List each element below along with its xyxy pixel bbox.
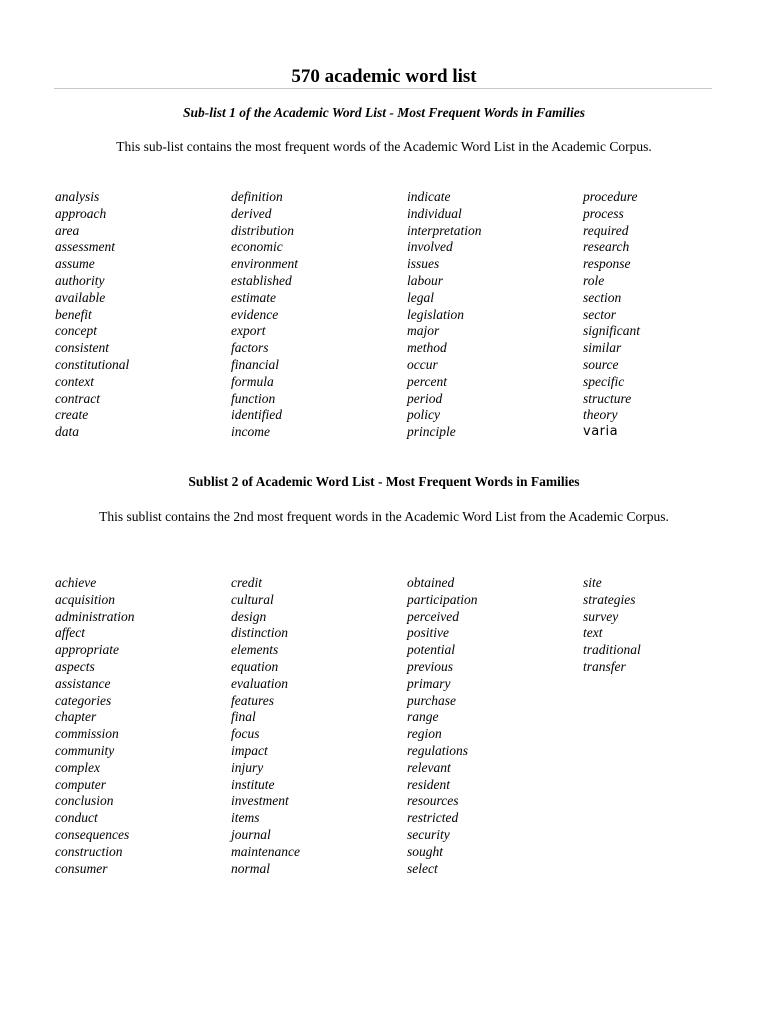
sublist2-heading: Sublist 2 of Academic Word List - Most Frequent Words in Families	[188, 474, 580, 489]
word-item: relevant	[407, 759, 451, 775]
word-item: chapter	[55, 709, 97, 725]
word-item: credit	[231, 575, 262, 590]
word-item: section	[583, 289, 622, 305]
sublist1-description: This sub-list contains the most frequent words of the Academic Word List in the Academic Corpus.	[116, 139, 652, 154]
word-item: institute	[231, 776, 275, 792]
word-item: appropriate	[55, 642, 119, 658]
word-item: design	[231, 608, 267, 624]
word-item: procedure	[583, 189, 638, 204]
word-item: legislation	[407, 306, 464, 322]
word-item: economic	[231, 239, 283, 255]
word-item: community	[55, 742, 115, 758]
word-item: identified	[231, 407, 282, 423]
word-item: theory	[583, 407, 618, 423]
word-item: participation	[407, 591, 478, 607]
word-item: complex	[55, 759, 100, 775]
word-item: financial	[231, 356, 279, 372]
word-item: benefit	[55, 306, 92, 322]
word-item: evidence	[231, 306, 279, 322]
word-item: conclusion	[55, 793, 114, 809]
word-item: response	[583, 256, 631, 272]
word-item: process	[583, 205, 624, 221]
word-item: structure	[583, 390, 632, 406]
word-item: research	[583, 239, 630, 255]
word-item: assessment	[55, 239, 115, 255]
word-item: achieve	[55, 575, 97, 590]
word-item: specific	[583, 373, 625, 389]
word-item: significant	[583, 323, 640, 339]
sublist2-column-1	[55, 575, 225, 877]
word-item: percent	[407, 373, 447, 389]
word-item: evaluation	[231, 675, 288, 691]
word-item: method	[407, 340, 447, 356]
word-item: distinction	[231, 625, 288, 641]
page-title: 570 academic word list	[291, 66, 477, 87]
word-item: restricted	[407, 810, 459, 826]
word-item: assume	[55, 256, 95, 272]
word-item: issues	[407, 256, 440, 272]
word-item: construction	[55, 843, 123, 859]
word-item: transfer	[583, 658, 626, 674]
word-item: maintenance	[231, 843, 300, 859]
word-item: policy	[407, 407, 440, 423]
word-item: involved	[407, 239, 453, 255]
word-item: traditional	[583, 642, 641, 658]
word-item: function	[231, 390, 276, 406]
word-item: individual	[407, 205, 462, 221]
word-item: select	[407, 860, 438, 876]
word-item: conduct	[55, 810, 98, 826]
word-item: analysis	[55, 189, 100, 204]
word-item: indicate	[407, 189, 451, 204]
word-item: site	[583, 575, 602, 590]
word-item: categories	[55, 692, 112, 708]
word-item: contract	[55, 390, 100, 406]
word-item: occur	[407, 356, 438, 372]
word-item: features	[231, 692, 274, 708]
word-item: perceived	[407, 608, 459, 624]
word-item: export	[231, 323, 266, 339]
word-item: survey	[583, 608, 619, 624]
word-item: sector	[583, 306, 616, 322]
word-item: affect	[55, 625, 85, 641]
word-item: obtained	[407, 575, 455, 590]
word-item: authority	[55, 272, 105, 288]
sublist1-column-1	[55, 189, 225, 441]
word-item: purchase	[407, 692, 456, 708]
word-item: resident	[407, 776, 450, 792]
word-item: regulations	[407, 742, 469, 758]
word-item: legal	[407, 289, 434, 305]
word-item: aspects	[55, 658, 95, 674]
word-item: definition	[231, 189, 283, 204]
sublist1-heading: Sub-list 1 of the Academic Word List - Most Frequent Words in Families	[182, 105, 586, 120]
word-item: journal	[231, 826, 271, 842]
word-item: income	[231, 424, 270, 440]
word-item: injury	[231, 759, 264, 775]
word-item: period	[407, 390, 443, 406]
word-item: formula	[231, 373, 274, 389]
word-item: estimate	[231, 289, 276, 305]
word-item: potential	[407, 642, 455, 658]
word-item: primary	[407, 675, 451, 691]
word-item: security	[407, 826, 450, 842]
word-item: similar	[583, 340, 622, 356]
word-item: cultural	[231, 591, 274, 607]
word-item: sought	[407, 843, 444, 859]
word-item: computer	[55, 776, 106, 792]
word-item: context	[55, 373, 94, 389]
word-item: source	[583, 356, 619, 372]
word-item: labour	[407, 272, 444, 288]
word-item: distribution	[231, 222, 295, 238]
word-item: consistent	[55, 340, 109, 356]
word-item: data	[55, 424, 80, 440]
word-item: administration	[55, 608, 135, 624]
word-item: constitutional	[55, 356, 130, 372]
word-item: derived	[231, 205, 272, 221]
word-item: consequences	[55, 826, 130, 842]
word-item: text	[583, 625, 603, 641]
word-item: interpretation	[407, 222, 482, 238]
word-item: approach	[55, 205, 107, 221]
sublist2-column-2	[231, 575, 401, 877]
sublist1-column-3	[407, 189, 577, 441]
title-divider	[54, 88, 712, 89]
word-item: items	[231, 810, 260, 826]
word-item: region	[407, 726, 442, 742]
sublist1-column-2	[231, 189, 401, 441]
word-item: create	[55, 407, 89, 423]
word-item: focus	[231, 726, 260, 742]
word-item: range	[407, 709, 439, 725]
sublist2-column-4	[583, 575, 753, 676]
word-item: positive	[407, 625, 449, 641]
word-item: area	[55, 222, 80, 238]
word-item: varia	[583, 424, 619, 440]
word-item: previous	[407, 658, 453, 674]
word-item: available	[55, 289, 106, 305]
sublist2-description: This sublist contains the 2nd most frequent words in the Academic Word List from the Academic Corpus.	[99, 509, 669, 524]
word-item: required	[583, 222, 629, 238]
word-item: consumer	[55, 860, 108, 876]
word-item: normal	[231, 860, 271, 876]
word-item: resources	[407, 793, 459, 809]
word-item: major	[407, 323, 440, 339]
word-item: role	[583, 272, 605, 288]
word-item: environment	[231, 256, 298, 272]
sublist2-column-3	[407, 575, 577, 877]
word-item: concept	[55, 323, 97, 339]
word-item: established	[231, 272, 292, 288]
word-item: final	[231, 709, 256, 725]
sublist1-column-4	[583, 189, 753, 441]
word-item: commission	[55, 726, 119, 742]
word-item: impact	[231, 742, 268, 758]
word-item: principle	[407, 424, 456, 440]
word-item: acquisition	[55, 591, 115, 607]
word-item: strategies	[583, 591, 636, 607]
word-item: equation	[231, 658, 279, 674]
word-item: investment	[231, 793, 289, 809]
word-item: elements	[231, 642, 279, 658]
word-item: factors	[231, 340, 269, 356]
word-item: assistance	[55, 675, 111, 691]
